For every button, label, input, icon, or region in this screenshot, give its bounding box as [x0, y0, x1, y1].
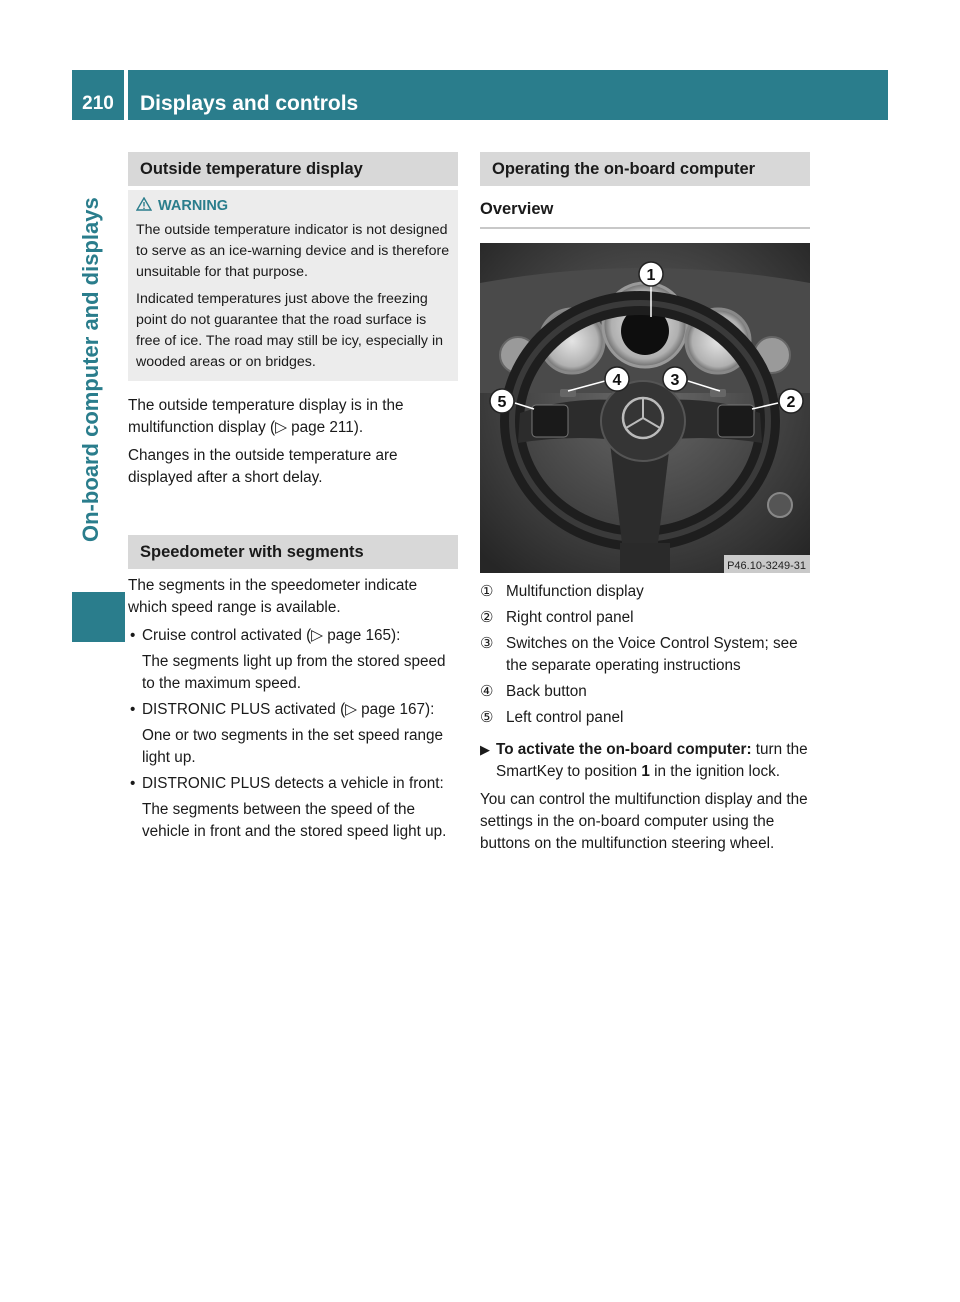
warning-title: [136, 196, 452, 217]
legend-number: ③: [480, 635, 494, 652]
warning-label: WARNING: [158, 198, 229, 214]
legend-item: [480, 707, 810, 729]
instruction-step: [480, 739, 810, 783]
bullet-detail: The segments between the speed of the vehicle in front and the stored speed light up.: [142, 801, 447, 840]
side-thumb-block: [72, 592, 125, 642]
instruction-arrow-icon: ▶: [480, 742, 490, 757]
instruction-text-post: in the ignition lock.: [649, 763, 781, 780]
legend-item: [480, 581, 810, 603]
callout-3: [663, 367, 687, 391]
svg-text:3: 3: [670, 372, 680, 389]
legend-text: Back button: [506, 683, 587, 700]
section-heading-onboard-computer: Operating the on-board computer: [480, 152, 810, 186]
body-paragraph: Changes in the outside temperature are displayed after a short delay.: [128, 447, 398, 486]
list-item: [128, 625, 458, 647]
legend-item: [480, 633, 810, 677]
legend-number: ②: [480, 609, 494, 626]
instruction-position: 1: [641, 763, 650, 780]
legend-text: Switches on the Voice Control System; see the separate operating instructions: [506, 635, 798, 674]
legend-text: Right control panel: [506, 609, 634, 626]
section-heading-temperature: Outside temperature display: [128, 152, 458, 186]
bullet-lead: DISTRONIC PLUS detects a vehicle in front:: [142, 775, 444, 792]
steering-wheel-photo: [480, 243, 810, 573]
right-column: [480, 152, 810, 861]
svg-text:5: 5: [497, 394, 507, 411]
legend-number: ④: [480, 683, 494, 700]
warning-paragraph: Indicated temperatures just above the freezing point do not guarantee that the road surface is free of ice. The road may still be icy, especially in wooded areas or on bridges.: [136, 291, 444, 370]
callout-1: [639, 262, 663, 286]
legend-item: [480, 681, 810, 703]
instruction-lead: To activate the on-board computer:: [496, 741, 752, 758]
steering-wheel-illustration: [480, 243, 810, 573]
bullet-dot: •: [130, 627, 136, 644]
body-paragraph: You can control the multifunction display and the settings in the on-board computer using the buttons on the multifunction steering wheel.: [480, 791, 808, 852]
chapter-title: Displays and controls: [140, 92, 359, 115]
bullet-lead: DISTRONIC PLUS activated (▷ page 167):: [142, 701, 435, 718]
subheading-overview: Overview: [480, 198, 810, 229]
side-section-label: On-board computer and displays: [78, 197, 103, 543]
bullet-dot: •: [130, 775, 136, 792]
warning-triangle-icon: [136, 196, 158, 217]
callout-4: [605, 367, 629, 391]
list-item: [128, 773, 458, 795]
bullet-lead: Cruise control activated (▷ page 165):: [142, 627, 401, 644]
legend-text: Left control panel: [506, 709, 624, 726]
header-divider: [124, 70, 128, 120]
body-paragraph: The segments in the speedometer indicate which speed range is available.: [128, 577, 418, 616]
warning-box: [128, 190, 458, 381]
legend-text: Multifunction display: [506, 583, 644, 600]
section-heading-speedometer: Speedometer with segments: [128, 535, 458, 569]
left-column: [128, 152, 458, 847]
svg-text:4: 4: [612, 372, 622, 389]
svg-text:2: 2: [786, 394, 796, 411]
callout-2: [779, 389, 803, 413]
legend-number: ⑤: [480, 709, 494, 726]
legend-list: [480, 581, 810, 729]
list-item: [128, 699, 458, 721]
bullet-dot: •: [130, 701, 136, 718]
body-paragraph: The outside temperature display is in the multifunction display (▷ page 211).: [128, 397, 404, 436]
svg-text:1: 1: [646, 267, 656, 284]
bullet-detail: The segments light up from the stored speed to the maximum speed.: [142, 653, 446, 692]
bullet-detail: One or two segments in the set speed range light up.: [142, 727, 444, 766]
legend-item: [480, 607, 810, 629]
instruction-text-pre: turn the SmartKey to position: [496, 741, 808, 780]
legend-number: ①: [480, 583, 494, 600]
page-number: 210: [82, 93, 114, 114]
warning-paragraph: The outside temperature indicator is not designed to serve as an ice-warning device and is therefore unsuitable for that purpose.: [136, 222, 450, 280]
callout-5: [490, 389, 514, 413]
figure-ref-code: P46.10-3249-31: [727, 560, 806, 572]
